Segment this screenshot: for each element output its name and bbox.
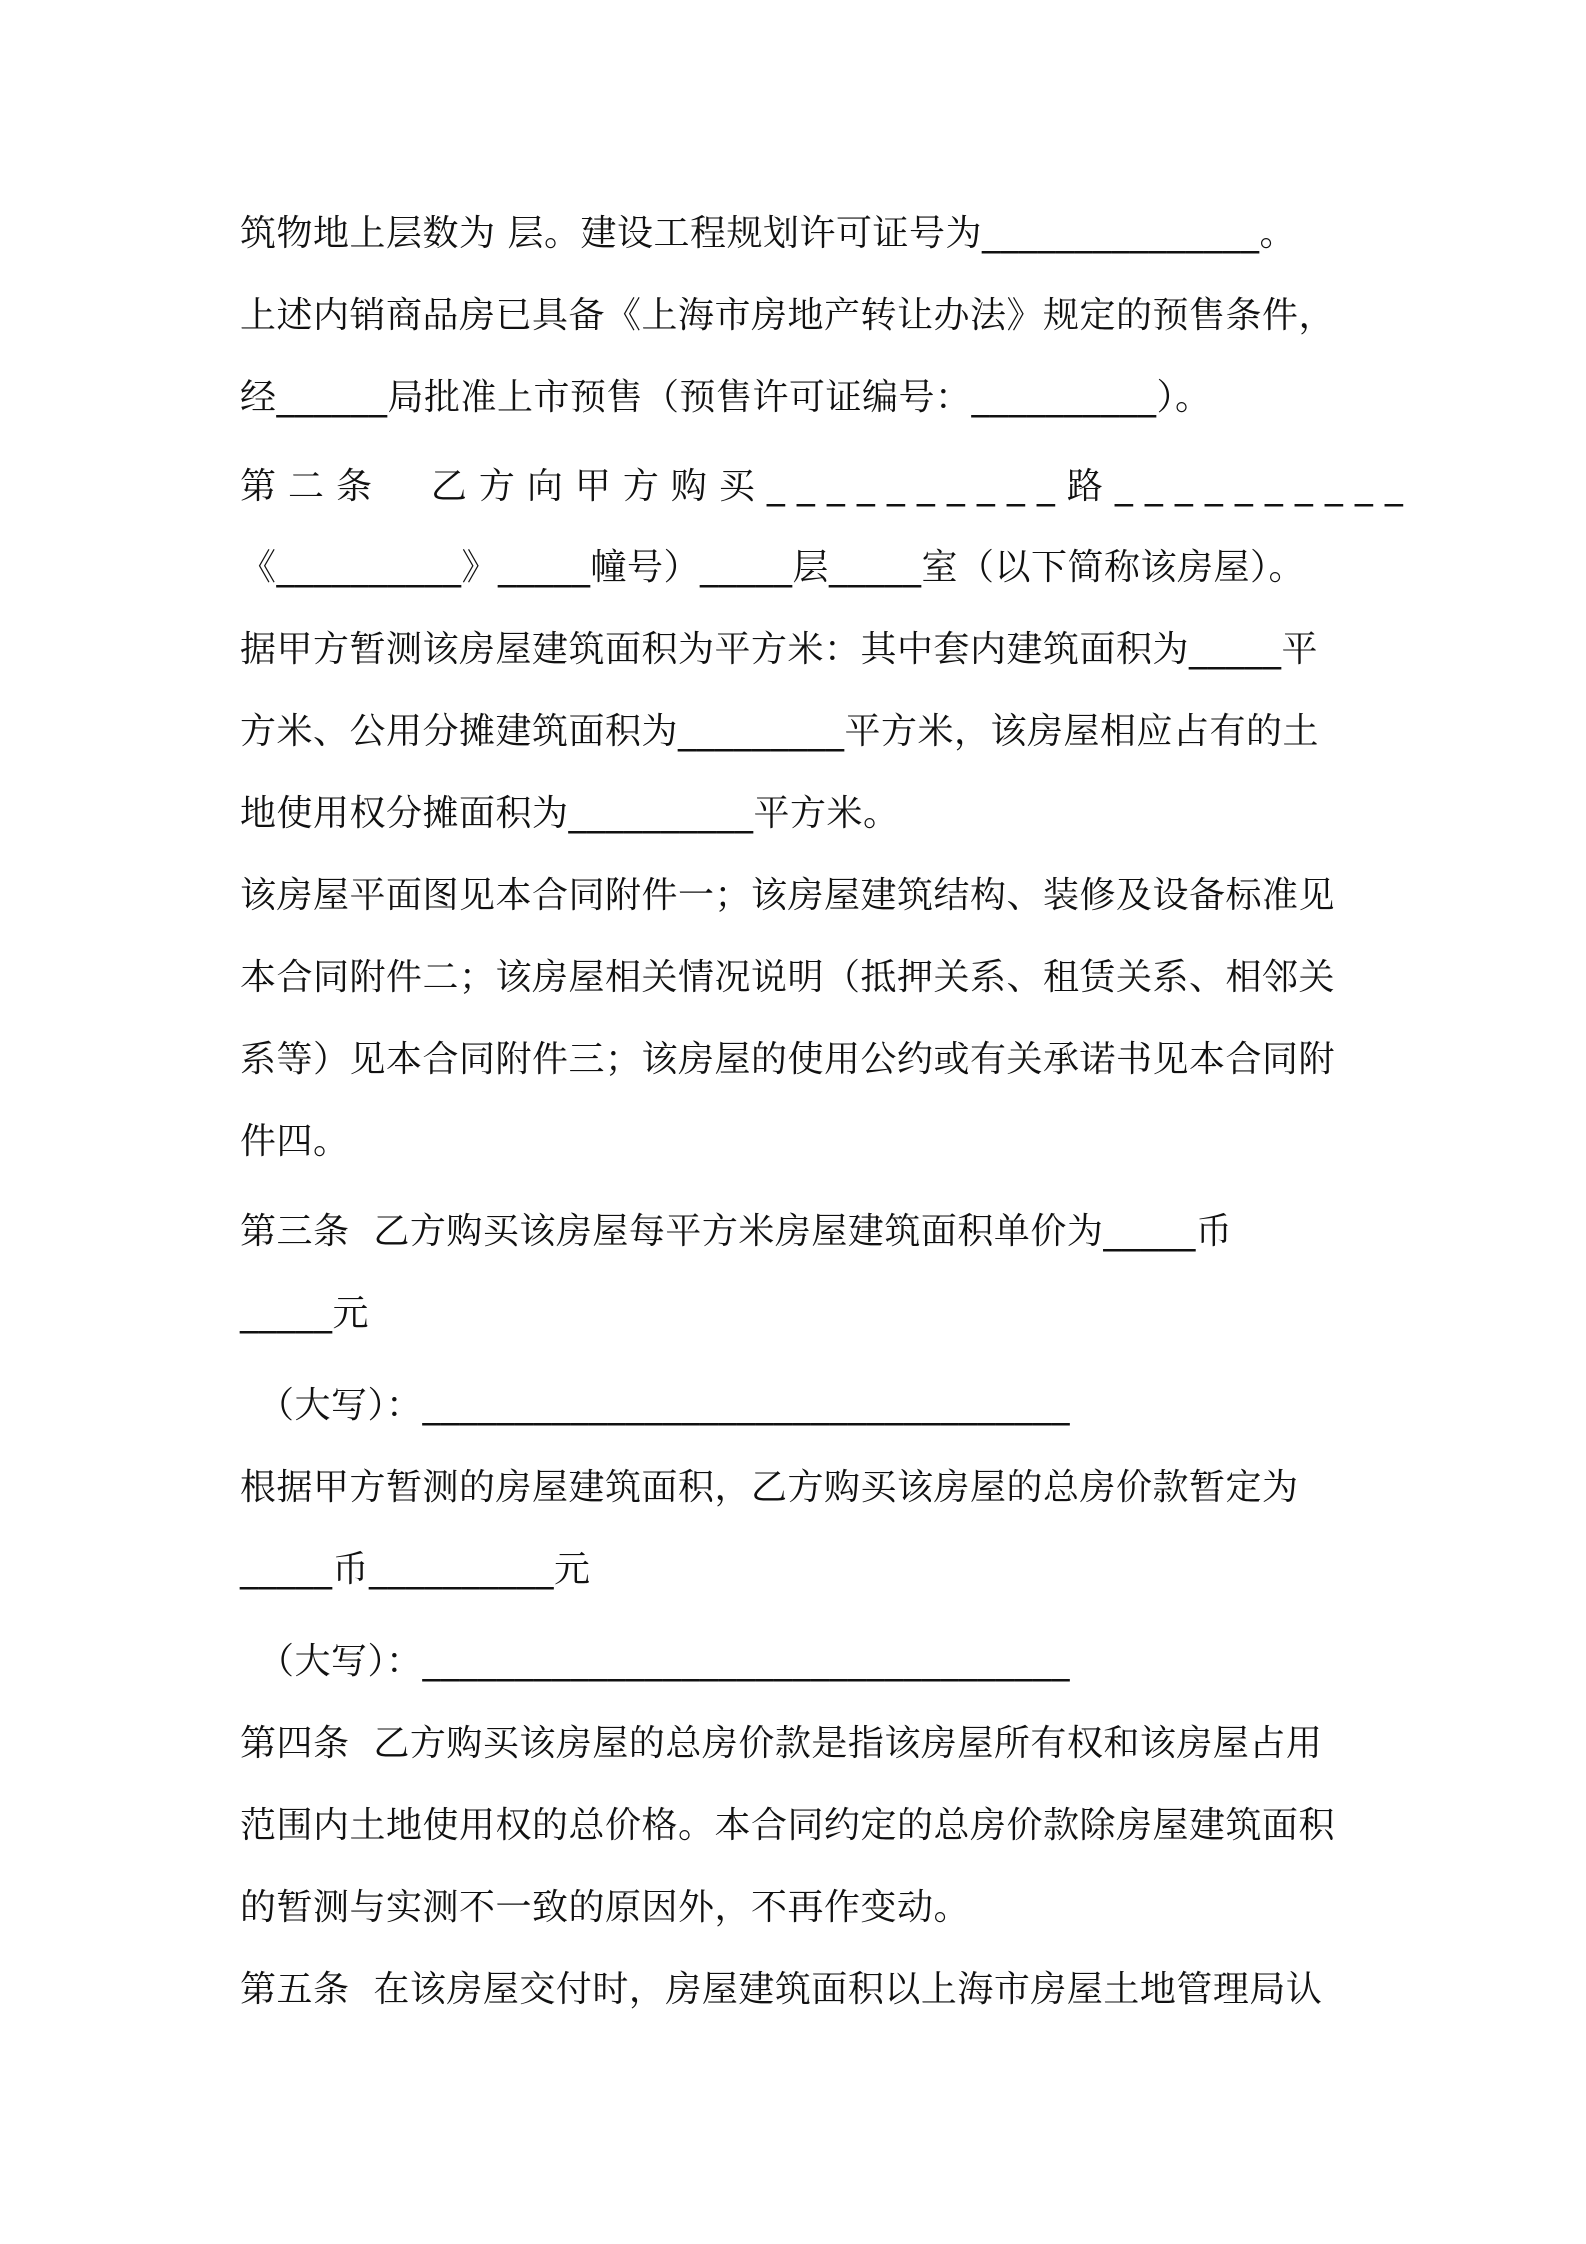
text-line: _____元 bbox=[240, 1293, 370, 1334]
article-2-heading-line: 第二条 乙方向甲方购买__________路__________ bbox=[240, 466, 1415, 507]
text-line: 上述内销商品房已具备《上海市房地产转让办法》规定的预售条件， bbox=[240, 295, 1336, 336]
text-line: 据甲方暂测该房屋建筑面积为平方米：其中套内建筑面积为_____平 bbox=[240, 629, 1319, 670]
text-line: 该房屋平面图见本合同附件一；该房屋建筑结构、装修及设备标准见 bbox=[240, 875, 1336, 916]
text-line: 本合同附件二；该房屋相关情况说明（抵押关系、租赁关系、相邻关 bbox=[240, 957, 1336, 998]
amount-in-words-line: （大写）：___________________________________ bbox=[258, 1385, 1071, 1426]
text-line: 经______局批准上市预售（预售许可证编号：__________）。 bbox=[240, 377, 1212, 418]
text-line: 方米、公用分摊建筑面积为_________平方米，该房屋相应占有的土 bbox=[240, 711, 1320, 752]
text-line: 系等）见本合同附件三；该房屋的使用公约或有关承诺书见本合同附 bbox=[240, 1039, 1336, 1080]
text-line: 根据甲方暂测的房屋建筑面积，乙方购买该房屋的总房价款暂定为 bbox=[240, 1467, 1299, 1508]
text-line: 《__________》_____幢号）_____层_____室（以下简称该房屋）。 bbox=[240, 547, 1306, 588]
amount-in-words-line: （大写）：___________________________________ bbox=[258, 1641, 1071, 1682]
text-line: 件四。 bbox=[240, 1121, 350, 1162]
text-line: 地使用权分摊面积为__________平方米。 bbox=[240, 793, 900, 834]
text-line: _____币__________元 bbox=[240, 1549, 591, 1590]
text-line: 范围内土地使用权的总价格。本合同约定的总房价款除房屋建筑面积 bbox=[240, 1805, 1336, 1846]
article-3-heading-line: 第三条 乙方购买该房屋每平方米房屋建筑面积单价为_____币 bbox=[240, 1211, 1233, 1252]
text-line: 筑物地上层数为 层。建设工程规划许可证号为_______________。 bbox=[240, 213, 1296, 254]
article-5-heading-line: 第五条 在该房屋交付时，房屋建筑面积以上海市房屋土地管理局认 bbox=[240, 1969, 1323, 2010]
article-4-heading-line: 第四条 乙方购买该房屋的总房价款是指该房屋所有权和该房屋占用 bbox=[240, 1723, 1323, 1764]
text-line: 的暂测与实测不一致的原因外，不再作变动。 bbox=[240, 1887, 971, 1928]
